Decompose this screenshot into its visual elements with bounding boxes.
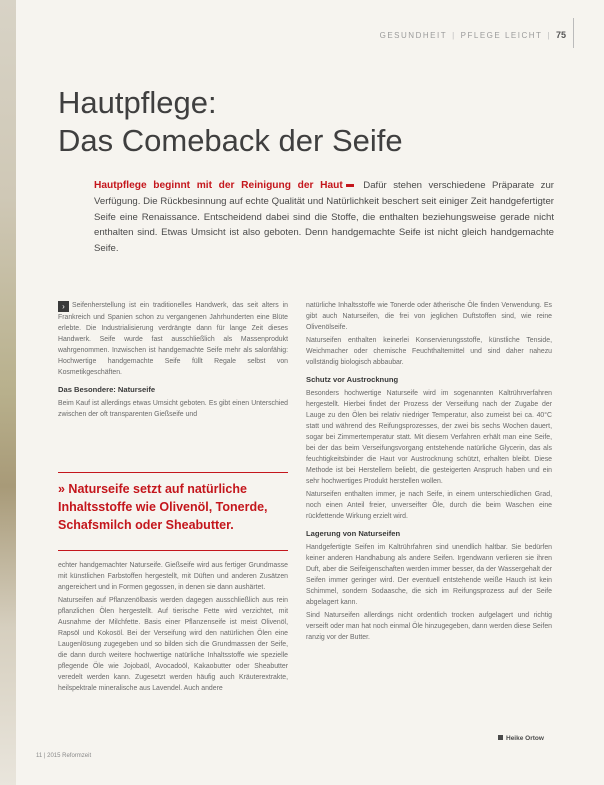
header-section: GESUNDHEIT bbox=[379, 30, 448, 40]
page-edge-photo-strip bbox=[0, 0, 16, 785]
header-separator: | bbox=[547, 30, 551, 40]
pullquote-rule-top bbox=[58, 472, 288, 473]
body-paragraph: Naturseifen enthalten immer, je nach Seife, in einem unterschiedlichen Grad, noch einen Anteil freier, unverseifter Öle, durch die beim Waschen eine rückfettende Wirkung erzielt wird. bbox=[306, 491, 552, 520]
subheading-lagerung: Lagerung von Naturseifen bbox=[306, 529, 401, 538]
body-paragraph: Handgefertigte Seifen im Kaltrührfahren sind unendlich haltbar. Sie bedürfen keiner anderen Handhabung als andere Seifen. Irgendwann verlieren sie ihren Duft, aber die Seifeigenschaften werden immer besser, da der Wassergehalt der Seifen immer geringer wird. Der eventuell entstehende weiße Hauch ist kein Schimmel, sondern Sodaasche, die sich im Reifungsprozess auf der Seife abgelagert kann. bbox=[306, 544, 552, 606]
author-byline bbox=[498, 735, 544, 742]
intro-paragraph bbox=[58, 300, 288, 378]
column-1-bottom bbox=[58, 560, 288, 696]
body-paragraph: Besonders hochwertige Naturseife wird im sogenannten Kaltrührverfahren hergestellt. Hierbei findet der Prozess der Verseifung nach der Zugabe der Lauge zu den Ölen bei relativ niedriger Temperatur, also zumeist bei ca. 40°C statt und während des Reifungsprozesses, der zwei bis sechs Wochen dauert, sogar bei Zimmertemperatur statt. Mit diesem Verfahren erhält man eine Seife, bei der das beim Verseifungsvorgang entstehende natürliche Glycerin, das als feuchtigkeitsbinder die Haut vor Austrocknung schützt, erhalten bleibt. Diese Methode ist bei Herstellern beliebt, die gesteigerten Anspruch haben und ein sehr hochwertiges Produkt herstellen wollen. bbox=[306, 390, 552, 485]
title-line-2: Das Comeback der Seife bbox=[58, 123, 403, 158]
title-line-1: Hautpflege: bbox=[58, 85, 217, 120]
body-paragraph: Beim Kauf ist allerdings etwas Umsicht geboten. Es gibt einen Unterschied zwischen der oft transparenten Gießseife und bbox=[58, 400, 288, 418]
page-footer: 11 | 2015 Reformzeit bbox=[36, 753, 92, 759]
byline-square-icon bbox=[498, 735, 503, 740]
body-paragraph: Naturseifen enthalten keinerlei Konservierungsstoffe, künstliche Tenside, Weichmacher oder chemische Feuchthaltemittel und sind daher nahezu vollständig biologisch abbaubar. bbox=[306, 337, 552, 366]
running-header bbox=[380, 30, 566, 40]
subheading-naturseife: Das Besondere: Naturseife bbox=[58, 385, 156, 394]
body-paragraph: Sind Naturseifen allerdings nicht ordentlich trocken aufgelagert und richtig verseift oder man hat noch einmal Öle hinzugegeben, dann werden diese Seifen ranzig vor der Butter. bbox=[306, 612, 552, 641]
body-paragraph: natürliche Inhaltsstoffe wie Tonerde oder ätherische Öle finden Verwendung. Es gibt auch Naturseifen, die frei von jeglichen Duftstoffen sind, wie reine Olivenölseife. bbox=[306, 302, 552, 331]
column-1-top bbox=[58, 300, 288, 422]
article-title bbox=[58, 84, 403, 160]
header-subsection: PFLEGE LEICHT bbox=[460, 30, 543, 40]
lead-highlight: Hautpflege beginnt mit der Reinigung der Haut bbox=[94, 180, 343, 191]
column-2 bbox=[306, 300, 552, 645]
author-name: Heike Ortow bbox=[506, 735, 544, 742]
pullquote-rule-bottom bbox=[58, 550, 288, 551]
lead-dash bbox=[346, 184, 354, 187]
intro-text: Seifenherstellung ist ein traditionelles Handwerk, das seit alters in Frankreich und Spanien schon zu vergangenen Jahrhunderten eine Blüte erlebte. Die Industrialisierung verdrängte dann für lange Zeit dieses Handwerk. Seife wurde fast ausschließlich als Massenprodukt wahrgenommen. Inzwischen ist handgemachte Seife mehr als salonfähig: Hochwertige handgemachte Seife füllt Regale selbst von Kosmetikgeschäften. bbox=[58, 302, 288, 376]
subheading-austrocknung: Schutz vor Austrocknung bbox=[306, 375, 399, 384]
lead-text: Dafür stehen verschiedene Präparate zur Verfügung. Die Rückbesinnung auf echte Qualität und Natürlichkeit beschert seit einiger Zeit handgefertigter Seife eine Renaissance. Entscheidend dabei sind die Stoffe, die enthalten beziehungsweise gerade nicht enthalten sind. Etwas Umsicht ist also geboten. Denn handgemachte Seife ist nicht gleich handgemachte Seife. bbox=[94, 180, 555, 255]
header-separator: | bbox=[452, 30, 456, 40]
header-rule bbox=[573, 18, 574, 48]
page-number: 75 bbox=[555, 30, 566, 40]
pullquote: » Naturseife setzt auf natürliche Inhaltsstoffe wie Olivenöl, Tonerde, Schafsmilch oder Sheabutter. bbox=[58, 482, 268, 532]
body-paragraph: Naturseifen auf Pflanzenölbasis werden dagegen ausschließlich aus rein pflanzlichen Ölen hergestellt. Auf tierische Fette wird verzichtet, mit Ausnahme der Milchfette. Basis einer Pflanzenseife ist meist Olivenöl, Rapsöl und Kokosöl. Bei der Verseifung wird den natürlichen Ölen eine Laugenlösung zugegeben und so bilden sich die Grundmassen der Seife, die dann durch weitere hochwertige natürliche Inhaltsstoffe wie spezielle pflegende Öle wie Jojobaöl, Avocadoöl, Kakaobutter oder Sheabutter veredelt werden kann. Zugesetzt werden häufig auch Kräuterextrakte, heilspektrale mineralische aus Lavendel. Auch andere bbox=[58, 597, 288, 692]
lead-paragraph bbox=[94, 178, 554, 257]
body-paragraph: echter handgemachter Naturseife. Gießseife wird aus fertiger Grundmasse mit künstlichen Farbstoffen hergestellt, mit Düften und anderen Zusätzen angereichert und in Formen gegossen, in denen sie dann aushärtet. bbox=[58, 562, 288, 591]
arrow-icon: › bbox=[58, 301, 69, 312]
